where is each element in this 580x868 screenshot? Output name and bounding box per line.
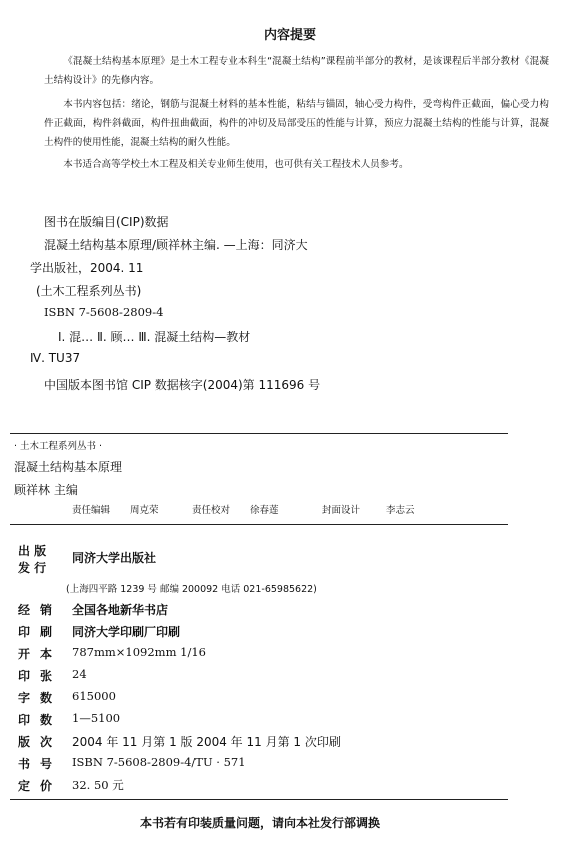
spec-value-price: 32. 50 元 xyxy=(72,778,124,792)
divider-credits xyxy=(10,524,508,525)
proof-label: 责任校对 xyxy=(192,505,231,516)
spec-value-words: 615000 xyxy=(72,689,116,703)
spec-label-price: 定价 xyxy=(18,779,63,793)
cip-line-1: 混凝土结构基本原理/顾祥林主编. —上海：同济大 xyxy=(44,238,308,252)
book-title: 混凝土结构基本原理 xyxy=(14,460,123,474)
spec-label-isbn: 书号 xyxy=(18,757,63,771)
summary-paragraph-3: 本书适合高等学校土木工程及相关专业师生使用，也可供有关工程技术人员参考。 xyxy=(63,159,409,170)
spec-value-sheets: 24 xyxy=(72,667,87,681)
divider-bottom xyxy=(10,799,508,800)
publisher-label-top: 出 版 xyxy=(18,544,47,558)
spec-value-print-run: 1—5100 xyxy=(72,711,121,725)
spec-value-isbn: ISBN 7-5608-2809-4/TU · 571 xyxy=(72,755,246,769)
cip-heading: 图书在版编目(CIP)数据 xyxy=(44,215,169,229)
series-label: · 土木工程系列丛书 · xyxy=(14,441,103,452)
spec-value-edition: 2004 年 11 月第 1 版 2004 年 11 月第 1 次印刷 xyxy=(72,735,341,749)
publisher-label-bottom: 发 行 xyxy=(18,561,47,575)
footer-notice: 本书若有印装质量问题，请向本社发行部调换 xyxy=(139,816,380,830)
spec-label-edition: 版次 xyxy=(18,735,63,749)
spec-label-distributor: 经销 xyxy=(18,603,63,617)
spec-label-print-run: 印数 xyxy=(18,713,63,727)
cover-label: 封面设计 xyxy=(322,505,361,516)
spec-label-words: 字数 xyxy=(18,691,63,705)
spec-value-format: 787mm×1092mm 1/16 xyxy=(72,645,206,659)
author: 顾祥林 主编 xyxy=(14,483,78,497)
publisher-name: 同济大学出版社 xyxy=(72,551,157,565)
cip-isbn: ISBN 7-5608-2809-4 xyxy=(44,305,164,319)
summary-paragraph-1: 《混凝土结构基本原理》是土木工程专业本科生“混凝土结构”课程前半部分的教材，是该课程后半部分教材《混凝土结构设计》的先修内容。 xyxy=(44,56,549,86)
cip-line-2: 学出版社，2004. 11 xyxy=(30,261,144,275)
editor-label: 责任编辑 xyxy=(72,505,111,516)
cover-name: 李志云 xyxy=(386,505,415,516)
spec-value-distributor: 全国各地新华书店 xyxy=(72,603,169,617)
publisher-address: (上海四平路 1239 号 邮编 200092 电话 021-65985622) xyxy=(66,584,317,595)
cip-subjects-2: Ⅳ. TU37 xyxy=(30,351,81,365)
spec-value-printer: 同济大学印刷厂印刷 xyxy=(72,625,181,639)
cip-line-3: (土木工程系列丛书) xyxy=(36,284,142,298)
cip-record: 中国版本图书馆 CIP 数据核字(2004)第 111696 号 xyxy=(44,378,321,392)
divider-top xyxy=(10,433,508,434)
spec-label-format: 开本 xyxy=(18,647,63,661)
proof-name: 徐春莲 xyxy=(250,505,279,516)
summary-paragraph-2: 本书内容包括：绪论，钢筋与混凝土材料的基本性能，粘结与锚固，轴心受力构件，受弯构件正截面，偏心受力构件正截面，构件斜截面，构件扭曲截面，构件的冲切及局部受压的性能与计算，预应力混凝土结构的性能与计算，混凝土构件的使用性能，混凝土结构的耐久性能。 xyxy=(44,99,549,148)
cip-subjects-1: Ⅰ. 混… Ⅱ. 顾… Ⅲ. 混凝土结构—教材 xyxy=(58,330,251,344)
editor-name: 周克荣 xyxy=(130,505,159,516)
spec-label-sheets: 印张 xyxy=(18,669,63,683)
summary-heading: 内容提要 xyxy=(263,28,316,43)
spec-label-printer: 印刷 xyxy=(18,625,63,639)
